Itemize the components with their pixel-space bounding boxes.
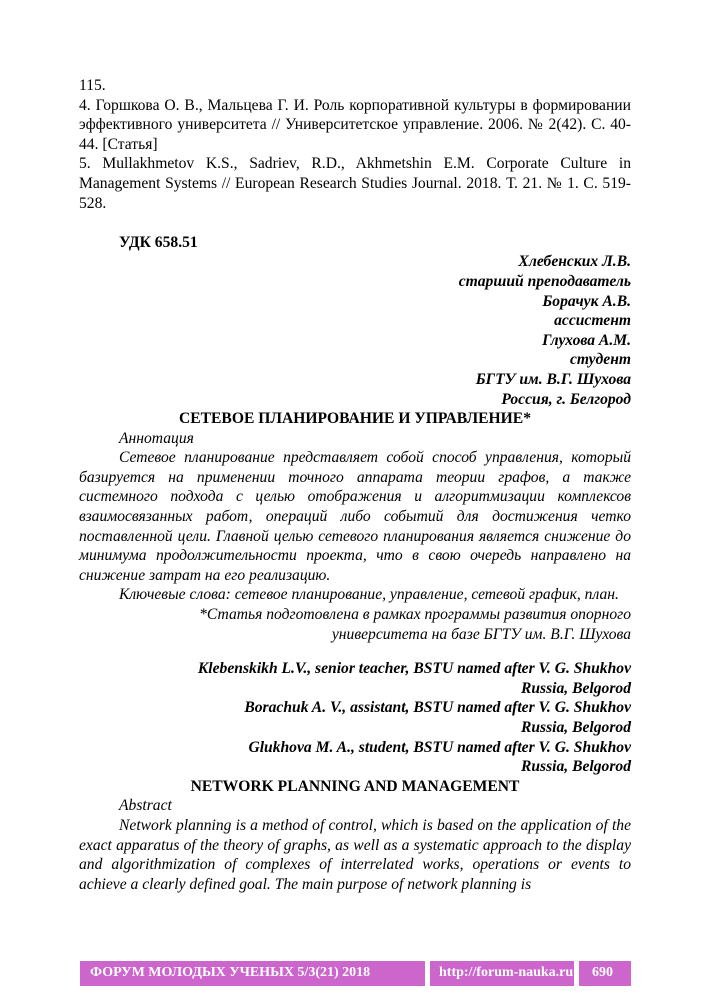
abstract-text: Network planning is a method of control, which is based on the application of the exact apparatus of the theory of graphs, as well as a systematic approach to the display and algorithmization of complexes of interrelated works, operations or events to achieve a clearly defined goal. The main purpose of network planning is (79, 816, 631, 893)
footer-divider (425, 961, 430, 986)
keywords: Ключевые слова: сетевое планирование, управление, сетевой график, план. (119, 586, 619, 604)
page-body (79, 76, 631, 894)
journal-title: ФОРУМ МОЛОДЫХ УЧЕНЫХ 5/3(21) 2018 (90, 965, 371, 980)
author-location-en: Russia, Belgorod (520, 719, 631, 736)
author-position: старший преподаватель (458, 272, 631, 290)
author-location-en: Russia, Belgorod (520, 758, 631, 776)
annotation-text: Сетевое планирование представляет собой способ управления, который базируется на применении точного аппарата теории графов, а также системного подхода с целью отображения и алгоритмизации комплексов взаимосвязанных работ, операций либо событий для достижения четко поставленной цели. Главной целью сетевого планирования является снижение до минимума продолжительности проекта, что в свою очередь направлено на снижение затрат на его реализацию. (79, 449, 631, 584)
udk-code: УДК 658.51 (119, 233, 198, 251)
author-position: ассистент (554, 312, 631, 330)
author-line-en: Klebenskikh L.V., senior teacher, BSTU named after V. G. Shukhov (197, 660, 631, 678)
annotation-label: Аннотация (119, 429, 194, 447)
authors-ru (79, 252, 631, 409)
page-number: 690 (592, 965, 613, 980)
footnote-line: университета на базе БГТУ им. В.Г. Шухова (331, 625, 631, 643)
author-affiliation: БГТУ им. В.Г. Шухова (475, 370, 631, 388)
article-title-ru: СЕТЕВОЕ ПЛАНИРОВАНИЕ И УПРАВЛЕНИЕ* (178, 410, 532, 428)
reference-tail: 115. (79, 77, 106, 94)
author-location-en: Russia, Belgorod (520, 679, 631, 697)
spacer (79, 644, 631, 659)
journal-footer-bar (80, 961, 631, 986)
reference-4: 4. Горшкова О. В., Мальцева Г. И. Роль корпоративной культуры в формировании эффективного университета // Университетское управление. 2006. № 2(42). С. 40-44. [Статья] (79, 96, 631, 153)
abstract-label: Abstract (119, 797, 172, 815)
author-name: Борачук А.В. (542, 292, 631, 310)
author-location: Россия, г. Белгород (501, 390, 631, 408)
footer-divider (574, 961, 579, 986)
journal-url: http://forum-nauka.ru (439, 965, 574, 980)
author-position: студент (570, 351, 631, 369)
author-name: Глухова А.М. (542, 331, 631, 349)
author-line-en: Borachuk A. V., assistant, BSTU named after V. G. Shukhov (244, 699, 631, 717)
authors-en (79, 659, 631, 777)
spacer (79, 213, 631, 233)
article-title-en: NETWORK PLANNING AND MANAGEMENT (190, 777, 520, 795)
author-name: Хлебенских Л.В. (518, 253, 631, 271)
reference-5: 5. Mullakhmetov K.S., Sadriev, R.D., Akhmetshin E.M. Corporate Culture in Management Systems // European Research Studies Journal. 2018. Т. 21. № 1. С. 519-528. (79, 155, 631, 212)
footnote-line: *Статья подготовлена в рамках программы развития опорного (199, 606, 631, 624)
author-line-en: Glukhova M. A., student, BSTU named after V. G. Shukhov (248, 738, 631, 756)
